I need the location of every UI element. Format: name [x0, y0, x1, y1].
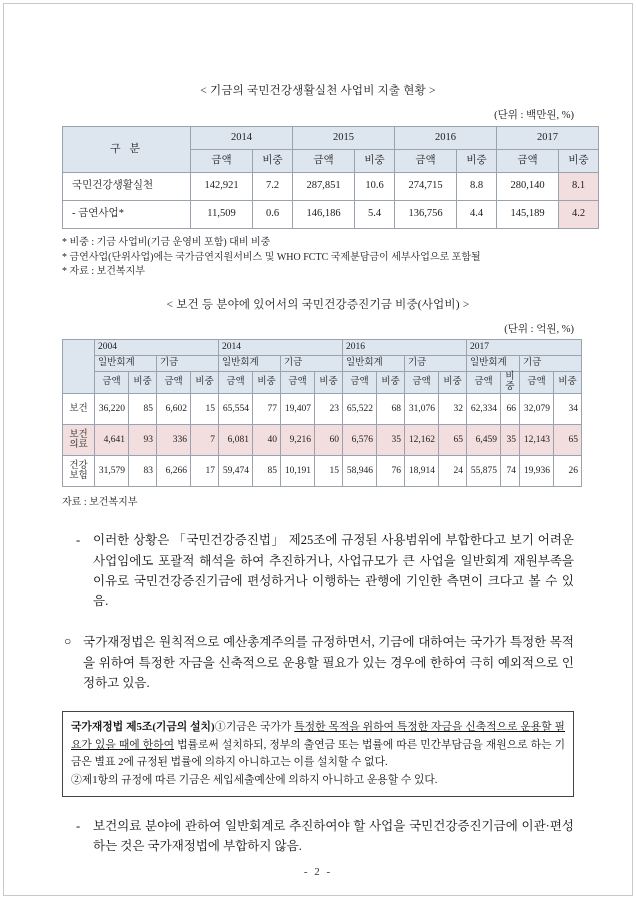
paragraph-dash-1 [62, 530, 574, 611]
table2-cell: 65 [554, 425, 582, 456]
table2-title: < 보건 등 분야에 있어서의 국민건강증진기금 비중(사업비) > [166, 298, 470, 311]
table2-cell: 17 [191, 456, 219, 487]
table2-cell: 85 [129, 394, 157, 425]
table2-cell: 35 [501, 425, 520, 456]
table2-cell: 9,216 [281, 425, 315, 456]
table2-sub-amount: 금액 [405, 371, 439, 394]
table2-sub-share: 비중 [439, 371, 467, 394]
table1-cell: 274,715 [395, 173, 457, 201]
row-label-line1: 건강 [69, 460, 88, 471]
table2-cell: 31,579 [95, 456, 129, 487]
law-clause1-suffix: 법률로써 설치하되, 정부의 출연금 또는 법률에 따른 민간부담금을 재원으로 하는 기금은 별표 2에 규정된 법률에 의하지 아니하고는 이를 설치할 수 없다. [71, 738, 565, 769]
table1-sub-share-2014: 비중 [253, 150, 293, 173]
table2-sub-share: 비중 [554, 371, 582, 394]
table2-cell: 7 [191, 425, 219, 456]
table2-cell: 85 [253, 456, 281, 487]
table2-cell: 6,602 [157, 394, 191, 425]
table2-sub-amount: 금액 [467, 371, 501, 394]
table2-sub-share: 비중 [501, 371, 520, 394]
table1-year-2014: 2014 [191, 127, 293, 150]
table2-cell: 6,266 [157, 456, 191, 487]
table1-sub-amount-2014: 금액 [191, 150, 253, 173]
table2-cell: 59,474 [219, 456, 253, 487]
table2-sub-amount: 금액 [157, 371, 191, 394]
table2-cell: 19,936 [520, 456, 554, 487]
table2-cell: 19,407 [281, 394, 315, 425]
table2-cell: 83 [129, 456, 157, 487]
table2-cell: 12,162 [405, 425, 439, 456]
table2-sub-amount: 금액 [95, 371, 129, 394]
table2-cell: 4,641 [95, 425, 129, 456]
table2-sub-share: 비중 [377, 371, 405, 394]
table2-cell: 32,079 [520, 394, 554, 425]
table1-sub-amount-2017: 금액 [497, 150, 559, 173]
fund-expenditure-table [62, 126, 599, 229]
health-fund-share-table [62, 339, 582, 488]
table2-cell: 18,914 [405, 456, 439, 487]
table1-cell: 7.2 [253, 173, 293, 201]
table2-cell: 6,576 [343, 425, 377, 456]
table2-account-general-2017: 일반회계 [467, 355, 520, 371]
table2-cell: 35 [377, 425, 405, 456]
row-label-line1: 보건 [69, 429, 88, 440]
table2-cell: 15 [315, 456, 343, 487]
law-quote-box [62, 711, 574, 797]
table2-cell: 31,076 [405, 394, 439, 425]
table2-cell: 66 [501, 394, 520, 425]
table1-cell: 145,189 [497, 201, 559, 229]
table1-sub-share-2016: 비중 [457, 150, 497, 173]
table2-cell: 65 [439, 425, 467, 456]
table2-cell: 32 [439, 394, 467, 425]
table2-sub-share: 비중 [129, 371, 157, 394]
page-number: - 2 - [303, 866, 333, 878]
table2-cell: 24 [439, 456, 467, 487]
table2-sub-amount: 금액 [281, 371, 315, 394]
table2-cell: 93 [129, 425, 157, 456]
table2-account-fund-2017: 기금 [520, 355, 582, 371]
paragraph-text: 국가재정법은 원칙적으로 예산총계주의를 규정하면서, 기금에 대하여는 국가가 특정한 목적을 위하여 특정한 자금을 신축적으로 운용할 필요가 있는 경우에 한하여 극히 예외적으로 인정하고 있음. [83, 635, 574, 690]
table2-sub-share: 비중 [191, 371, 219, 394]
table1-year-2017: 2017 [497, 127, 599, 150]
table2-cell: 10,191 [281, 456, 315, 487]
table1-sub-share-2017: 비중 [559, 150, 599, 173]
table2-sub-share: 비중 [253, 371, 281, 394]
table2-cell: 58,946 [343, 456, 377, 487]
table2-cell: 36,220 [95, 394, 129, 425]
table1-row-label: - 금연사업* [63, 201, 191, 229]
table1-cell: 5.4 [355, 201, 395, 229]
table2-year-2014: 2014 [219, 339, 343, 355]
table2-cell: 34 [554, 394, 582, 425]
table2-cell: 6,081 [219, 425, 253, 456]
paragraph-dash-2 [62, 816, 574, 857]
law-clause1-prefix: ①기금은 국가가 [214, 721, 295, 734]
table2-account-general-2004: 일반회계 [95, 355, 157, 371]
table1-cell: 142,921 [191, 173, 253, 201]
table1-note: * 비중 : 기금 사업비(기금 운영비 포함) 대비 비중 [62, 237, 271, 248]
table-row [63, 456, 582, 487]
table2-cell: 74 [501, 456, 520, 487]
table1-title: < 기금의 국민건강생활실천 사업비 지출 현황 > [200, 85, 436, 97]
table1-corner-label: 구 분 [63, 127, 191, 173]
table-row-highlighted [63, 425, 582, 456]
table2-row-label: 보건 [63, 394, 95, 425]
table-row [63, 201, 599, 229]
table1-row-label: 국민건강생활실천 [63, 173, 191, 201]
table1-cell-highlighted: 8.1 [559, 173, 599, 201]
table1-sub-amount-2016: 금액 [395, 150, 457, 173]
table2-cell: 62,334 [467, 394, 501, 425]
table2-cell: 68 [377, 394, 405, 425]
table1-body [63, 173, 599, 229]
table2-account-fund-2004: 기금 [157, 355, 219, 371]
table2-year-2004: 2004 [95, 339, 219, 355]
table2-cell: 15 [191, 394, 219, 425]
table2-cell: 65,554 [219, 394, 253, 425]
table2-cell: 60 [315, 425, 343, 456]
table1-year-2015: 2015 [293, 127, 395, 150]
table2-cell: 76 [377, 456, 405, 487]
table2-account-fund-2014: 기금 [281, 355, 343, 371]
table2-corner-cell [63, 339, 95, 394]
law-clause2: ②제1항의 규정에 따른 기금은 세입세출예산에 의하지 아니하고 운용할 수 있다. [71, 773, 438, 786]
table1-header-row-years [63, 127, 599, 150]
table2-row-label [63, 425, 95, 456]
table2-body [63, 394, 582, 487]
table1-cell: 287,851 [293, 173, 355, 201]
table2-cell: 23 [315, 394, 343, 425]
paragraph-text: 이러한 상황은 「국민건강증진법」 제25조에 규정된 사용범위에 부합한다고 보기 어려운 사업임에도 포괄적 해석을 하여 추진하거나, 사업규모가 큰 사업을 일반회계 재원부족을 이유로 국민건강증진기금에 편성하거나 이행하는 관행에 기인한 측면이 크다고 볼 수 있음. [93, 533, 574, 609]
table1-note: * 자료 : 보건복지부 [62, 266, 145, 277]
table1-cell: 146,186 [293, 201, 355, 229]
row-label-line2: 의료 [69, 440, 88, 451]
paragraph-text: 보건의료 분야에 관하여 일반회계로 추진하여야 할 사업을 국민건강증진기금에 이관·편성하는 것은 국가재정법에 부합하지 않음. [93, 819, 574, 854]
table2-cell: 65,522 [343, 394, 377, 425]
table2-header-row-accounts [63, 355, 582, 371]
page-content [62, 0, 589, 857]
table2-account-general-2014: 일반회계 [219, 355, 281, 371]
table2-unit: (단위 : 억원, %) [504, 323, 574, 335]
dash-marker: - [76, 533, 81, 548]
table2-sub-amount: 금액 [520, 371, 554, 394]
table2-sub-amount: 금액 [219, 371, 253, 394]
row-label-line2: 보험 [69, 471, 88, 482]
table2-header-row-sub [63, 371, 582, 394]
table1-cell: 280,140 [497, 173, 559, 201]
table-row [63, 173, 599, 201]
table2-sub-amount: 금액 [343, 371, 377, 394]
table1-cell: 0.6 [253, 201, 293, 229]
table2-sub-share: 비중 [315, 371, 343, 394]
table1-cell: 8.8 [457, 173, 497, 201]
table-row [63, 394, 582, 425]
table1-cell: 10.6 [355, 173, 395, 201]
table1-sub-share-2015: 비중 [355, 150, 395, 173]
dash-marker: - [76, 819, 81, 834]
table1-note: * 금연사업(단위사업)에는 국가금연지원서비스 및 WHO FCTC 국제분담금이 세부사업으로 포함될 [62, 251, 481, 263]
table1-cell: 136,756 [395, 201, 457, 229]
table2-cell: 55,875 [467, 456, 501, 487]
table2-cell: 336 [157, 425, 191, 456]
table2-source: 자료 : 보건복지부 [62, 497, 138, 509]
table2-cell: 26 [554, 456, 582, 487]
table2-cell: 12,143 [520, 425, 554, 456]
table1-notes [62, 236, 574, 280]
table2-year-2016: 2016 [343, 339, 467, 355]
table2-cell: 40 [253, 425, 281, 456]
table2-row-label [63, 456, 95, 487]
law-heading: 국가재정법 제5조(기금의 설치) [71, 721, 215, 734]
law-clause1-underline: 특정한 목적을 위하여 특정한 자금을 신축적으로 운용할 필요가 있을 때에 한하여 [71, 721, 565, 751]
table1-cell-highlighted: 4.2 [559, 201, 599, 229]
table2-year-2017: 2017 [467, 339, 582, 355]
table1-cell: 11,509 [191, 201, 253, 229]
table1-unit: (단위 : 백만원, %) [494, 110, 574, 121]
circle-marker: ○ [64, 634, 72, 649]
table2-account-fund-2016: 기금 [405, 355, 467, 371]
table2-header-row-years [63, 339, 582, 355]
table2-account-general-2016: 일반회계 [343, 355, 405, 371]
table2-cell: 77 [253, 394, 281, 425]
table2-cell: 6,459 [467, 425, 501, 456]
table1-year-2016: 2016 [395, 127, 497, 150]
table1-sub-amount-2015: 금액 [293, 150, 355, 173]
paragraph-circle-1 [62, 632, 574, 693]
table1-cell: 4.4 [457, 201, 497, 229]
